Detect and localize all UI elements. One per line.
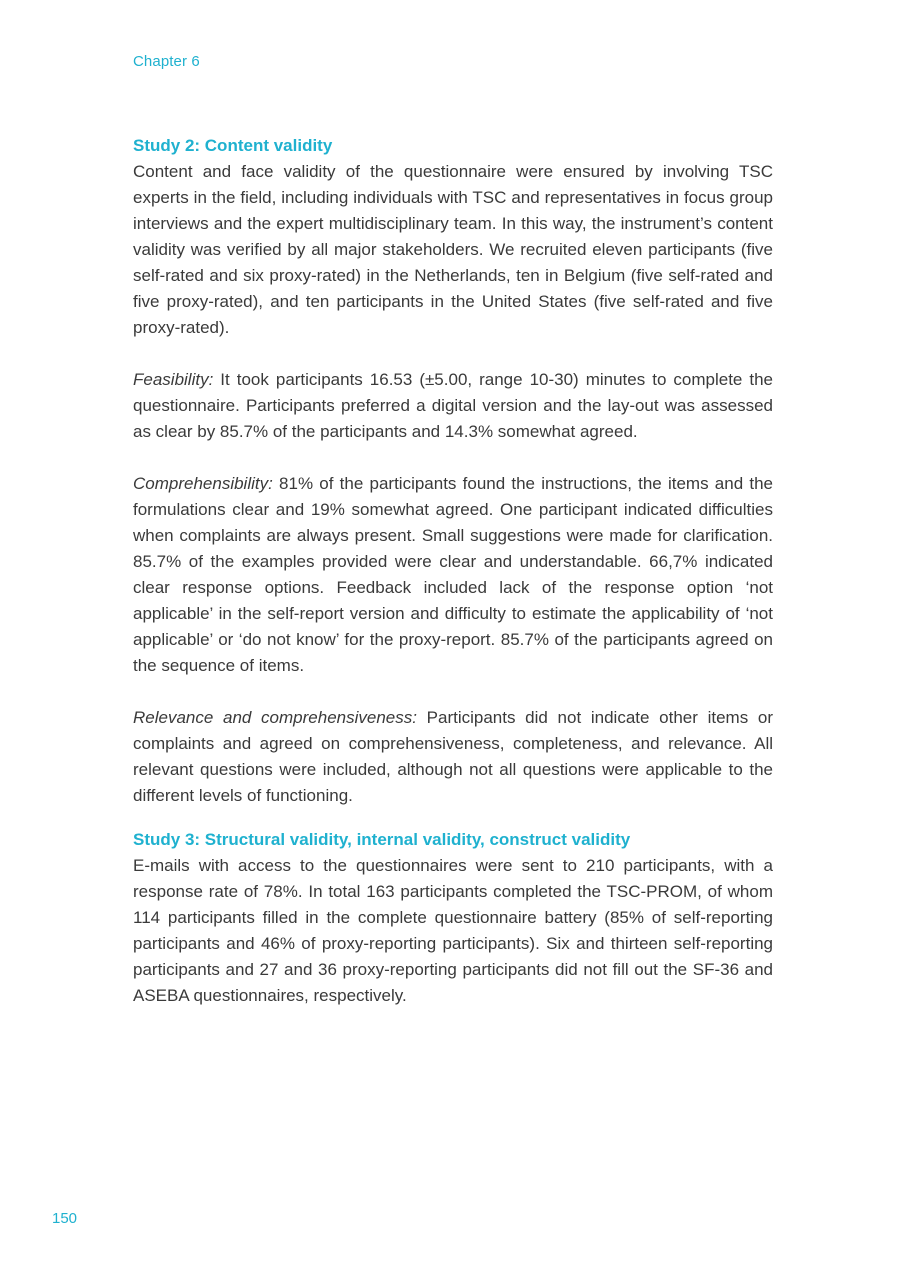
paragraph-spacer [133,341,773,367]
comprehensibility-paragraph [133,471,773,679]
running-head-chapter: Chapter 6 [133,53,200,70]
relevance-paragraph [133,705,773,809]
page-body [133,133,773,1009]
relevance-text: Participants did not indicate other items or complaints and agreed on comprehensiveness, completeness, and relevance. All relevant questions were included, although not all questions were applicable to the different levels of functioning. [133,708,773,805]
feasibility-label: Feasibility: [133,370,214,389]
study2-heading: Study 2: Content validity [133,136,333,155]
comprehensibility-label: Comprehensibility: [133,474,273,493]
paragraph-spacer [133,679,773,705]
page-number: 150 [52,1210,78,1227]
study3-paragraph: E-mails with access to the questionnaires were sent to 210 participants, with a response rate of 78%. In total 163 participants completed the TSC-PROM, of whom 114 participants filled in the complete questionnaire battery (85% of self-reporting participants and 46% of proxy-reporting participants). Six and thirteen self-reporting participants and 27 and 36 proxy-reporting participants did not fill out the SF-36 and ASEBA questionnaires, respectively. [133,856,773,1005]
relevance-label: Relevance and comprehensiveness: [133,708,417,727]
study2-intro-paragraph: Content and face validity of the questionnaire were ensured by involving TSC experts in the field, including individuals with TSC and representatives in focus group interviews and the expert multidisciplinary team. In this way, the instrument’s content validity was verified by all major stakeholders. We recruited eleven participants (five self-rated and six proxy-rated) in the Netherlands, ten in Belgium (five self-rated and five proxy-rated), and ten participants in the United States (five self-rated and five proxy-rated). [133,162,773,337]
study3-heading: Study 3: Structural validity, internal validity, construct validity [133,830,631,849]
comprehensibility-text: 81% of the participants found the instructions, the items and the formulations clear and 19% somewhat agreed. One participant indicated difficulties when complaints are always present. Small suggestions were made for clarification. 85.7% of the examples provided were clear and understandable. 66,7% indicated clear response options. Feedback included lack of the response option ‘not applicable’ in the self-report version and difficulty to estimate the applicability of ‘not applicable’ or ‘do not know’ for the proxy-report. 85.7% of the participants agreed on the sequence of items. [133,474,773,675]
paragraph-spacer [133,445,773,471]
section-spacer [133,809,773,827]
feasibility-paragraph [133,367,773,445]
feasibility-text: It took participants 16.53 (±5.00, range 10-30) minutes to complete the questionnaire. Participants preferred a digital version and the lay-out was assessed as clear by 85.7% of the participants and 14.3% somewhat agreed. [133,370,773,441]
